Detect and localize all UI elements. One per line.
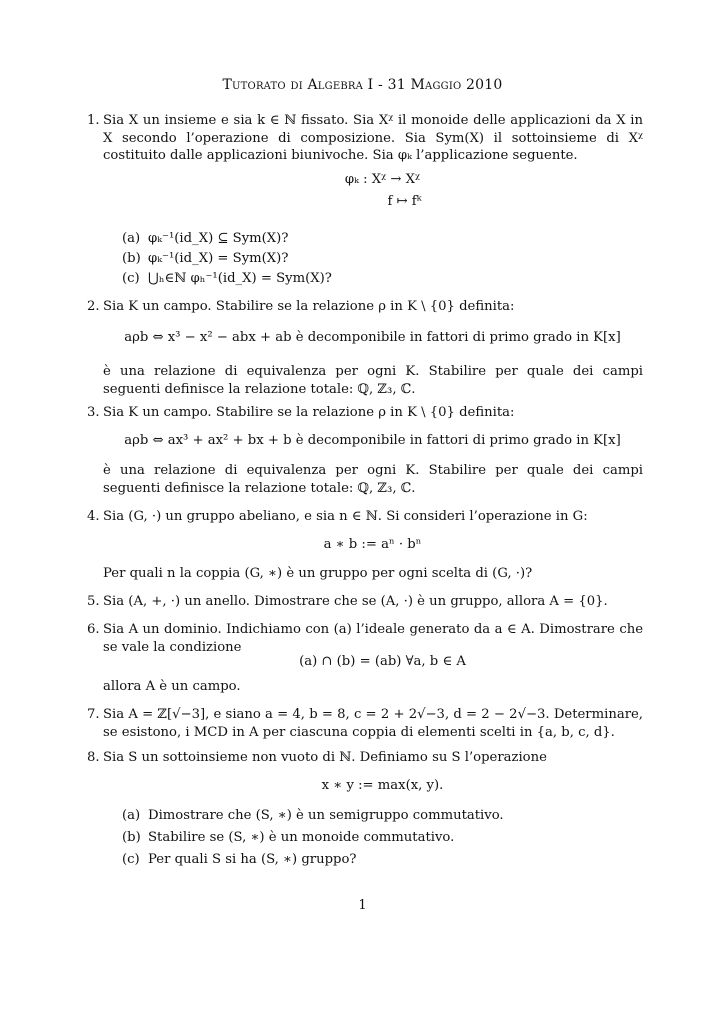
subquestion-a [122,230,288,248]
exercise-text: Sia X un insieme e sia k ∈ ℕ fissato. Sia Xᵡ il monoide delle applicazioni da X in X secondo l’operazione di composizione. Sia Sym(X) il sottoinsieme di Xᵡ costituito dalle applicazioni biunivoche. Sia φₖ l’applicazione seguente. [103,113,643,163]
exercise-6 [87,621,643,656]
exercise-number: 8. [87,750,100,765]
equation: f ↦ fᵏ [387,194,422,209]
subquestion-label: (c) [122,852,140,867]
page-title: Tutorato di Algebra I - 31 Maggio 2010 [222,77,503,93]
exercise-number: 3. [87,405,100,420]
subquestion-text: Stabilire se (S, ∗) è un monoide commutativo. [148,830,455,845]
exercise-2 [87,298,643,316]
exercise-text: è una relazione di equivalenza per ogni K. Stabilire per quale dei campi seguenti definisce la relazione totale: ℚ, ℤ₃, ℂ. [103,364,643,397]
subquestion-c [122,270,332,288]
exercise-4 [87,508,643,526]
exercise-text: Sia (G, ·) un gruppo abeliano, e sia n ∈ ℕ. Si consideri l’operazione in G: [103,509,588,524]
page-number: 1 [358,898,367,913]
exercise-text: Sia K un campo. Stabilire se la relazione ρ in K \ {0} definita: [103,405,515,420]
exercise-number: 2. [87,299,100,314]
exercise-text: Sia A un dominio. Indichiamo con (a) l’ideale generato da a ∈ A. Dimostrare che se vale la condizione [103,622,643,655]
exercise-7 [87,706,643,741]
subquestion-a [122,807,504,825]
exercise-text: Sia A = ℤ[√−3], e siano a = 4, b = 8, c = 2 + 2√−3, d = 2 − 2√−3. Determinare, se esistono, i MCD in A per ciascuna coppia di elementi scelti in {a, b, c, d}. [103,707,643,740]
equation: aρb ⇔ x³ − x² − abx + ab è decomponibile in fattori di primo grado in K[x] [124,330,621,345]
subquestion-b [122,829,454,847]
exercise-number: 4. [87,509,100,524]
exercise-3-cont [103,462,643,497]
exercise-text: è una relazione di equivalenza per ogni K. Stabilire per quale dei campi seguenti definisce la relazione totale: ℚ, ℤ₃, ℂ. [103,463,643,496]
exercise-text: Sia (A, +, ·) un anello. Dimostrare che se (A, ·) è un gruppo, allora A = {0}. [103,594,608,609]
subquestion-b [122,250,288,268]
subquestion-label: (b) [122,251,141,266]
exercise-text: Sia K un campo. Stabilire se la relazione ρ in K \ {0} definita: [103,299,515,314]
subquestion-text: Dimostrare che (S, ∗) è un semigruppo commutativo. [148,808,504,823]
exercise-number: 6. [87,622,100,637]
subquestion-c [122,851,356,869]
exercise-8 [87,749,643,767]
subquestion-label: (c) [122,271,140,286]
exercise-text: Per quali n la coppia (G, ∗) è un gruppo per ogni scelta di (G, ·)? [103,566,533,581]
equation: a ∗ b := aⁿ · bⁿ [323,537,422,552]
subquestion-text: Per quali S si ha (S, ∗) gruppo? [148,852,357,867]
subquestion-label: (a) [122,231,141,246]
subquestion-label: (b) [122,830,141,845]
exercise-text: Sia S un sottoinsieme non vuoto di ℕ. Definiamo su S l’operazione [103,750,547,765]
subquestion-text: φₖ⁻¹(id_X) ⊆ Sym(X)? [148,231,289,246]
subquestion-text: ⋃ₕ∈ℕ φₕ⁻¹(id_X) = Sym(X)? [148,271,332,286]
equation: φₖ : Xᵡ → Xᵡ [344,172,421,187]
subquestion-text: φₖ⁻¹(id_X) = Sym(X)? [148,251,289,266]
subquestion-label: (a) [122,808,141,823]
exercise-4-cont [103,565,643,583]
exercise-6-cont [103,678,643,696]
exercise-number: 7. [87,707,100,722]
exercise-number: 1. [87,113,100,128]
equation: x ∗ y := max(x, y). [321,778,444,793]
exercise-1 [87,112,643,165]
exercise-number: 5. [87,594,100,609]
equation: aρb ⇔ ax³ + ax² + bx + b è decomponibile in fattori di primo grado in K[x] [124,433,621,448]
exercise-3 [87,404,643,422]
equation: (a) ∩ (b) = (ab) ∀a, b ∈ A [299,654,466,669]
exercise-5 [87,593,643,611]
exercise-text: allora A è un campo. [103,679,241,694]
exercise-2-cont [103,363,643,398]
